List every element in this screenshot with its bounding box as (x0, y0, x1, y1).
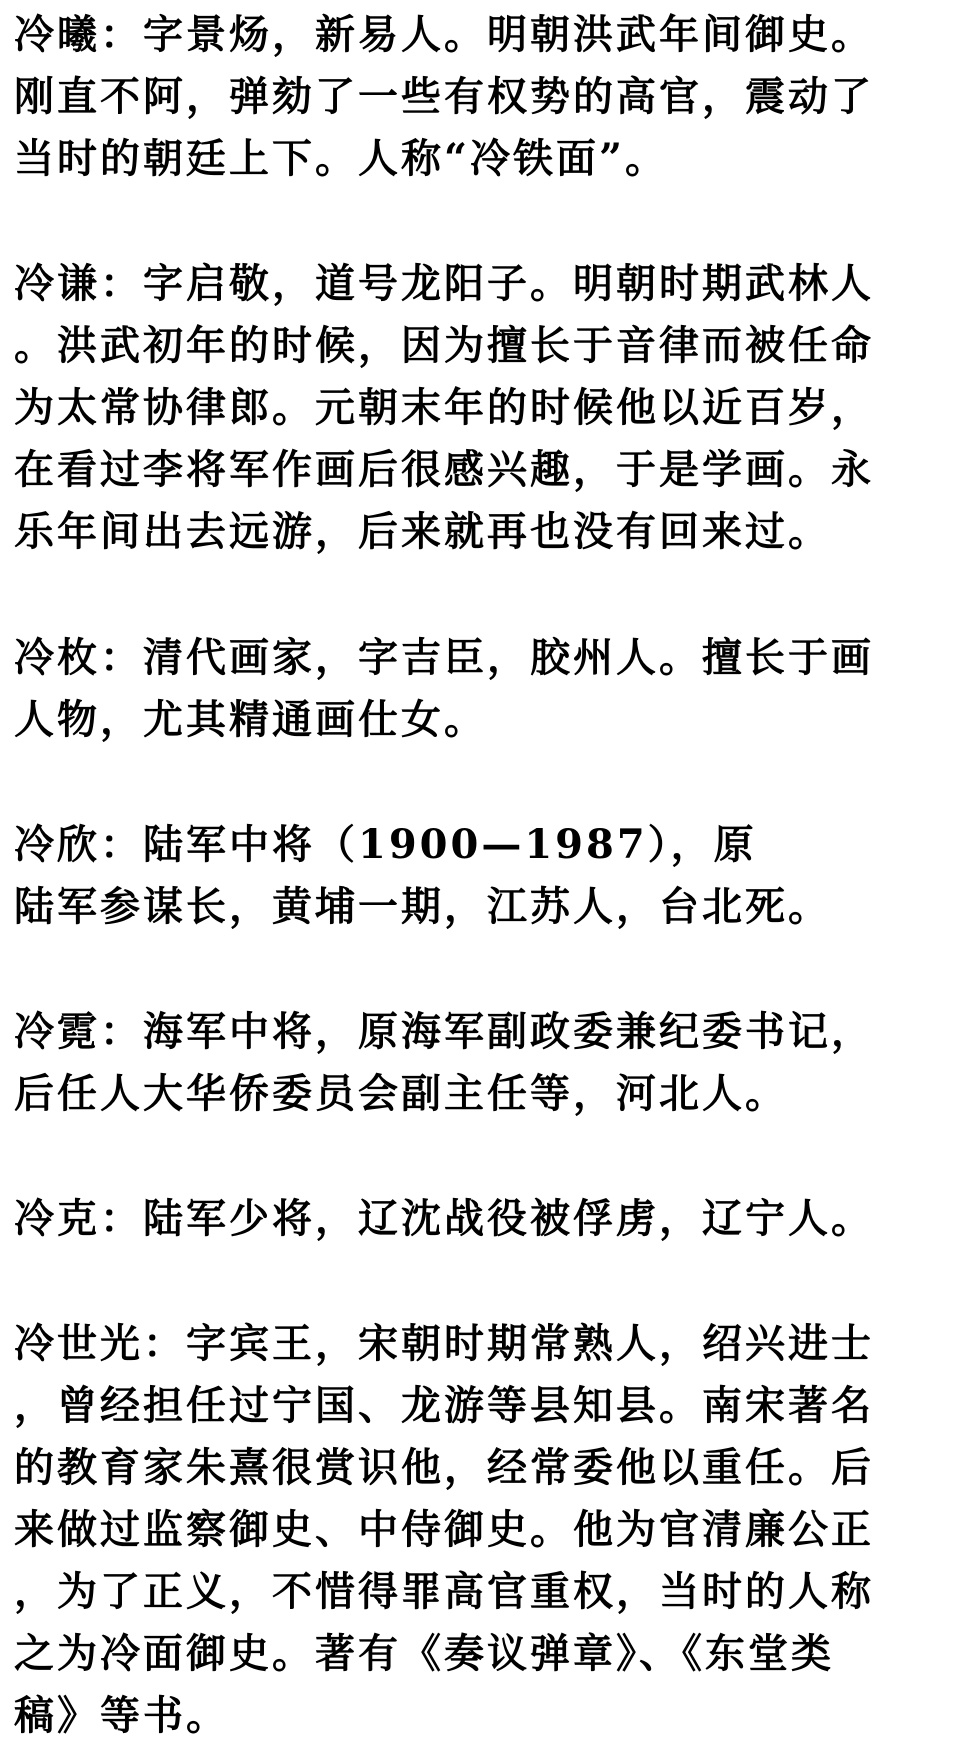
text-line: 后任人大华侨委员会副主任等，河北人。 (14, 1070, 788, 1117)
text-line: ，曾经担任过宁国、龙游等县知县。南宋著名 (14, 1382, 874, 1429)
text-line: 人物，尤其精通画仕女。 (14, 696, 487, 743)
text-line: 在看过李将军作画后很感兴趣，于是学画。永 (14, 446, 874, 493)
text-line: 冷曦：字景炀，新易人。明朝洪武年间御史。 (14, 11, 874, 58)
text-line: 稿》等书。 (14, 1692, 229, 1739)
entry-leng-mei (14, 627, 974, 751)
text-line: 来做过监察御史、中侍御史。他为官清廉公正 (14, 1506, 874, 1553)
text-line: ，为了正义，不惜得罪高官重权，当时的人称 (14, 1568, 874, 1615)
text-line: 的教育家朱熹很赏识他，经常委他以重任。后 (14, 1444, 874, 1491)
text-line: 当时的朝廷上下。人称“冷铁面”。 (14, 135, 669, 182)
entry-leng-xi (14, 4, 974, 190)
text-line: 乐年间出去远游，后来就再也没有回来过。 (14, 508, 831, 555)
text-line: 之为冷面御史。著有《奏议弹章》、《东堂类 (14, 1630, 834, 1677)
entry-leng-ni (14, 1001, 974, 1125)
text-line: 冷霓：海军中将，原海军副政委兼纪委书记， (14, 1008, 874, 1055)
entry-leng-shiguang (14, 1313, 974, 1747)
text-line: 陆军参谋长，黄埔一期，江苏人，台北死。 (14, 883, 831, 930)
entry-leng-qian (14, 253, 974, 563)
text-line: 刚直不阿，弹劾了一些有权势的高官，震动了 (14, 73, 874, 120)
entry-leng-ke (14, 1188, 974, 1250)
text-line: 为太常协律郎。元朝末年的时候他以近百岁， (14, 384, 874, 431)
text-line: 。洪武初年的时候，因为擅长于音律而被任命 (14, 322, 874, 369)
text-line: 冷世光：字宾王，宋朝时期常熟人，绍兴进士 (14, 1320, 874, 1367)
text-line: 冷克：陆军少将，辽沈战役被俘虏，辽宁人。 (14, 1195, 874, 1242)
text-line: 冷枚：清代画家，字吉臣，胶州人。擅长于画 (14, 634, 874, 681)
entry-leng-xin (14, 814, 974, 938)
text-line: 冷谦：字启敬，道号龙阳子。明朝时期武林人 (14, 260, 874, 307)
text-line: 冷欣：陆军中将（1900—1987），原 (14, 821, 757, 868)
